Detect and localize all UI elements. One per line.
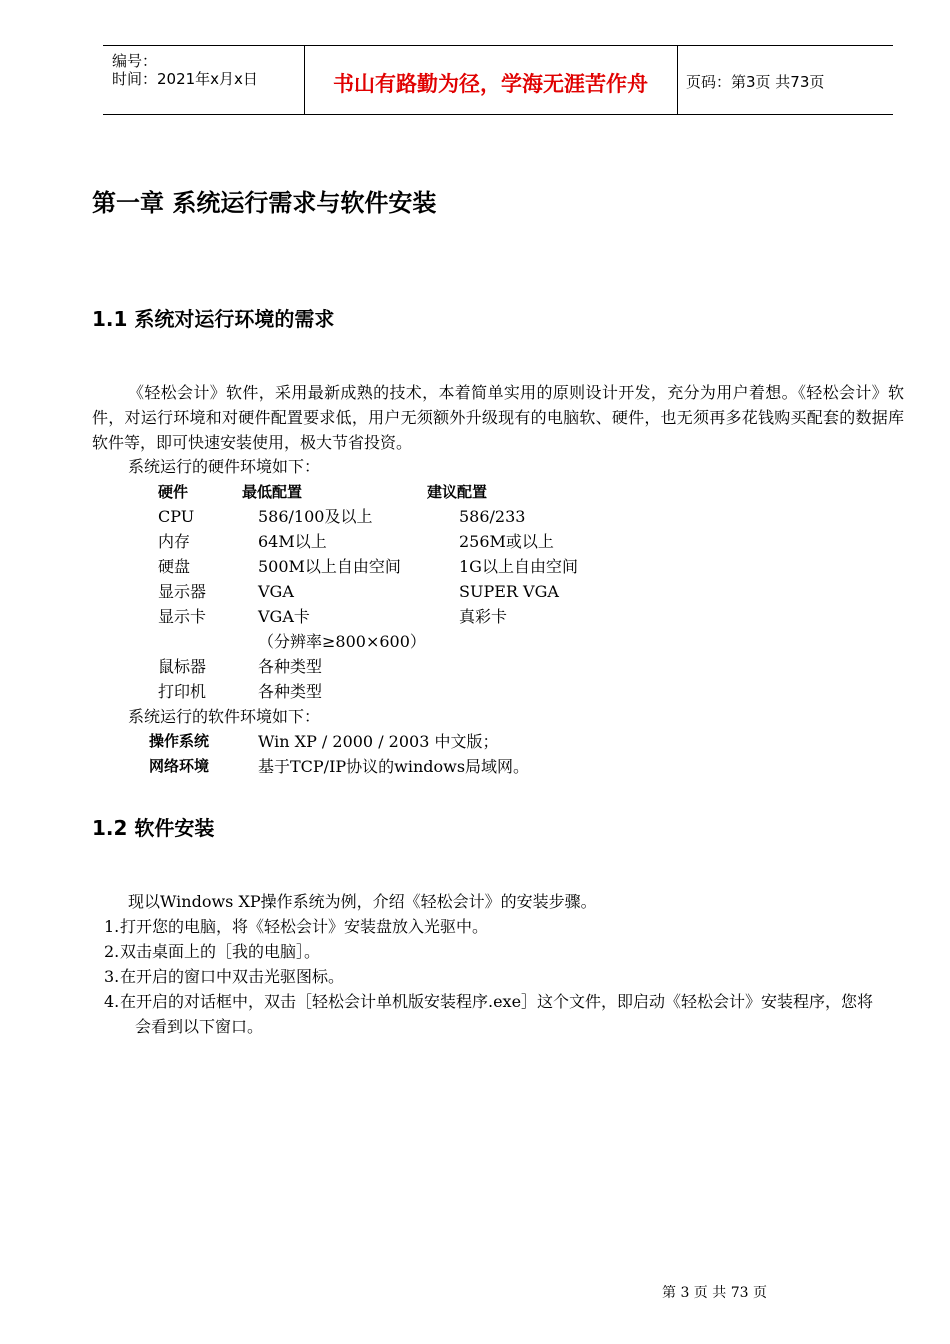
- hw-cell: 真彩卡: [459, 607, 508, 626]
- hw-cell: 各种类型: [258, 682, 323, 701]
- hw-cell: VGA卡: [258, 607, 310, 626]
- step-text: 在开启的对话框中，双击［轻松会计单机版安装程序.exe］这个文件，即启动《轻松会计》安装程序，您将: [120, 992, 874, 1011]
- step-text: 在开启的窗口中双击光驱图标。: [120, 967, 345, 986]
- hw-header-hardware: 硬件: [158, 483, 189, 501]
- chapter-title: 第一章 系统运行需求与软件安装: [92, 189, 437, 217]
- sw-value-os: Win XP / 2000 / 2003 中文版；: [258, 732, 499, 751]
- list-item: [104, 989, 904, 1014]
- list-item: [104, 914, 904, 939]
- step-text: 打开您的电脑，将《轻松会计》安装盘放入光驱中。: [120, 917, 489, 936]
- step-number: 2.: [104, 942, 120, 961]
- hw-cell: （分辨率≥800×600）: [258, 632, 426, 651]
- sw-value-network: 基于TCP/IP协议的windows局域网。: [258, 757, 530, 776]
- hw-cell: 586/100及以上: [258, 507, 373, 526]
- software-intro: 系统运行的软件环境如下：: [128, 707, 321, 726]
- hw-cell: 硬盘: [158, 557, 191, 576]
- list-item: [104, 939, 904, 964]
- hw-cell: 各种类型: [258, 657, 323, 676]
- date-line: 时间：2021年x月x日: [112, 70, 258, 88]
- sw-label-os: 操作系统: [149, 732, 210, 750]
- hw-cell: 内存: [158, 532, 191, 551]
- hw-header-recommended: 建议配置: [427, 483, 488, 501]
- page-header: [103, 45, 893, 115]
- section-2-title: 1.2 软件安装: [92, 816, 215, 840]
- hw-cell: 1G以上自由空间: [459, 557, 578, 576]
- hw-cell: VGA: [258, 582, 294, 601]
- hw-cell: 64M以上: [258, 532, 327, 551]
- hw-cell: 500M以上自由空间: [258, 557, 401, 576]
- hw-cell: 586/233: [459, 507, 526, 526]
- step-number: 1.: [104, 917, 120, 936]
- header-page-cell: [678, 46, 893, 114]
- hw-cell: 打印机: [158, 682, 207, 701]
- sw-label-network: 网络环境: [149, 757, 210, 775]
- hw-cell: 显示器: [158, 582, 207, 601]
- header-info-cell: [103, 46, 305, 114]
- hw-cell: 256M或以上: [459, 532, 554, 551]
- step-number: 3.: [104, 967, 120, 986]
- hw-cell: SUPER VGA: [459, 582, 559, 601]
- section-1-title: 1.1 系统对运行环境的需求: [92, 307, 335, 331]
- list-item: [104, 964, 904, 989]
- section-1-intro: 《轻松会计》软件，采用最新成熟的技术，本着简单实用的原则设计开发，充分为用户着想。《轻松会计》软件，对运行环境和对硬件配置要求低，用户无须额外升级现有的电脑软、硬件，也无须再多花钱购买配套的数据库软件等，即可快速安装使用，极大节省投资。: [92, 383, 904, 452]
- hw-cell: 显示卡: [158, 607, 207, 626]
- hardware-intro: 系统运行的硬件环境如下：: [128, 457, 321, 476]
- step-number: 4.: [104, 992, 120, 1011]
- hw-cell: CPU: [158, 507, 195, 526]
- hw-cell: 鼠标器: [158, 657, 207, 676]
- number-label: 编号：: [112, 52, 158, 70]
- page-footer: 第 3 页 共 73 页: [662, 1285, 767, 1301]
- page-code: 页码：第3页 共73页: [686, 73, 825, 91]
- motto: 书山有路勤为径，学海无涯苦作舟: [333, 72, 648, 96]
- section-2-intro: 现以Windows XP操作系统为例，介绍《轻松会计》的安装步骤。: [128, 892, 597, 911]
- step-text: 双击桌面上的［我的电脑］。: [120, 942, 321, 961]
- header-motto-cell: [304, 46, 678, 114]
- hw-header-minimum: 最低配置: [242, 483, 303, 501]
- step-text-continued: 会看到以下窗口。: [135, 1017, 264, 1036]
